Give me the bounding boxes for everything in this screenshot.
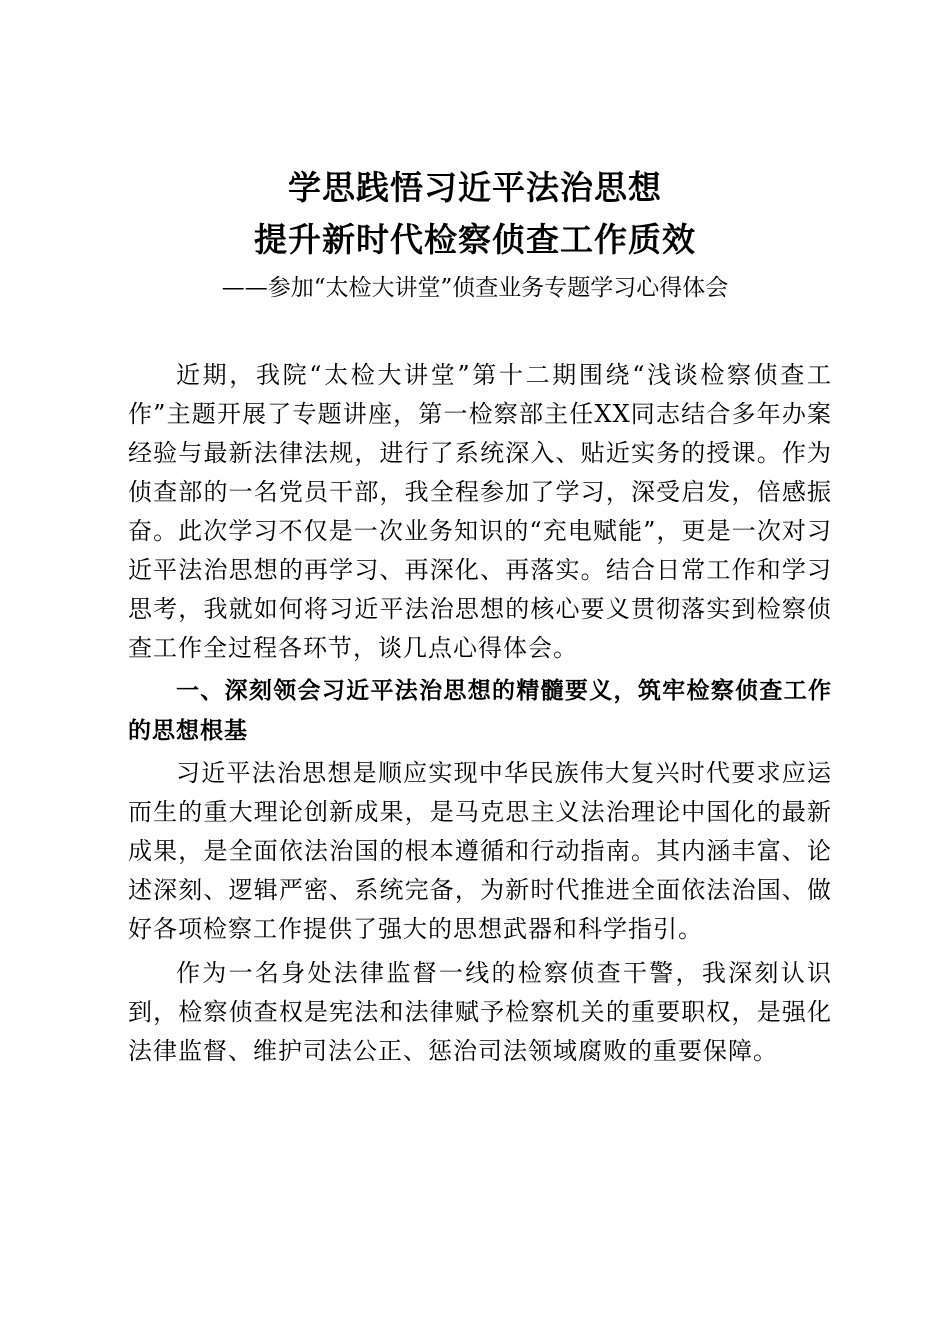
document-body [128, 356, 832, 1071]
document-title-line-2: 提升新时代检察侦查工作质效 [254, 220, 696, 259]
section-1-paragraph-2: 作为一名身处法律监督一线的检察侦查干警，我深刻认识到，检察侦查权是宪法和法律赋予检察机关的重要职权，是强化法律监督、维护司法公正、惩治司法领域腐败的重要保障。 [128, 959, 832, 1065]
document-subtitle: ——参加“太检大讲堂”侦查业务专题学习心得体会 [221, 275, 729, 301]
section-1-paragraph-1: 习近平法治思想是顺应实现中华民族伟大复兴时代要求应运而生的重大理论创新成果，是马克思主义法治理论中国化的最新成果，是全面依法治国的根本遵循和行动指南。其内涵丰富、论述深刻、逻辑严密、系统完备，为新时代推进全面依法治国、做好各项检察工作提供了强大的思想武器和科学指引。 [128, 759, 832, 943]
document-title-line-1: 学思践悟习近平法治思想 [288, 168, 662, 207]
section-1-heading: 一、深刻领会习近平法治思想的精髓要义，筑牢检察侦查工作的思想根基 [128, 678, 832, 744]
title-block [0, 162, 950, 308]
intro-paragraph: 近期，我院“太检大讲堂”第十二期围绕“浅谈检察侦查工作”主题开展了专题讲座，第一检察部主任XX同志结合多年办案经验与最新法律法规，进行了系统深入、贴近实务的授课。作为侦查部的一名党员干部，我全程参加了学习，深受启发，倍感振奋。此次学习不仅是一次业务知识的“充电赋能”，更是一次对习近平法治思想的再学习、再深化、再落实。结合日常工作和学习思考，我就如何将习近平法治思想的核心要义贯彻落实到检察侦查工作全过程各环节，谈几点心得体会。 [128, 361, 832, 662]
